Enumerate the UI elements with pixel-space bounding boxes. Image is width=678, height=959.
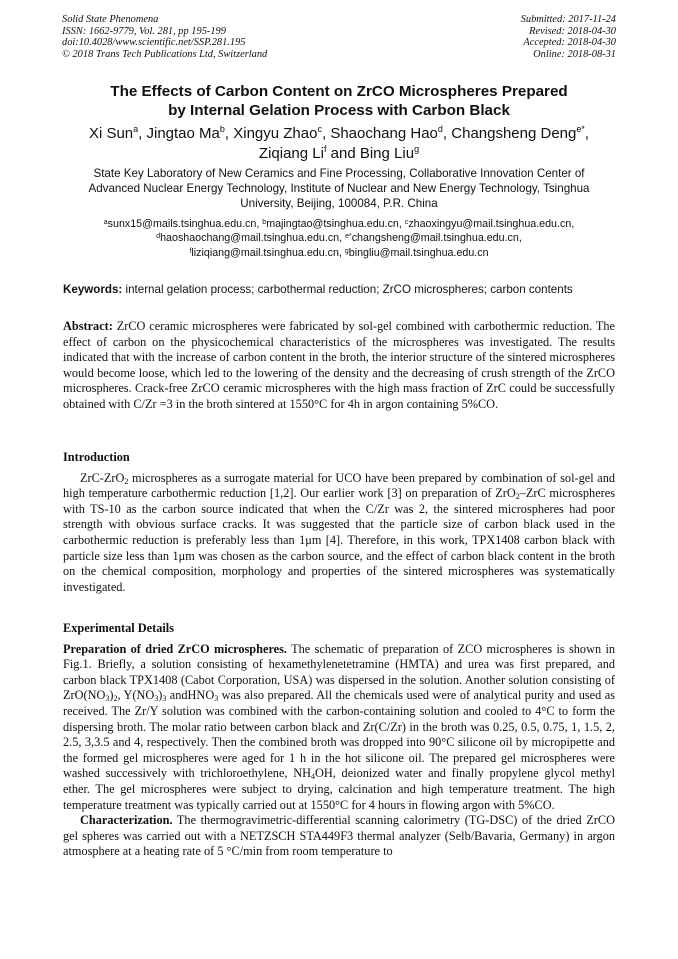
introduction-paragraph: ZrC-ZrO$_2$ microspheres as a surrogate material for UCO have been prepared by combination of sol-gel and high temperature carbothermic reduction [1,2]. Our earlier work [3] on preparation of ZrO$_2$–ZrC microspheres with TS-10 as the carbon source indicated that when the C/Zr was 2, the sintered microspheres had poor strength with obvious surface cracks. It was suggested that the particle size of carbon black used in the carbothermic reduction is preferably less than 1μm [4]. Therefore, in this work, TPX1408 carbon black with particle size less than 1μm was chosen as the carbon source, and the effect of carbon black content in the broth on the chemical composition, morphology and properties of the sintered microspheres was systematically investigated. [63, 470, 615, 594]
email-link[interactable]: sunx15@mails.tsinghua.edu.cn [107, 218, 257, 230]
journal-info [62, 14, 267, 60]
email-link[interactable]: majingtao@tsinghua.edu.cn [266, 218, 399, 230]
author-affil-marker: f [323, 143, 327, 154]
affiliation [60, 166, 618, 212]
abstract-label: Abstract: [63, 319, 113, 333]
author-name: Bing Liu [359, 144, 415, 162]
author-list [40, 124, 638, 163]
keywords [63, 282, 615, 297]
author-affil-marker: a [133, 124, 139, 134]
keywords-text: internal gelation process; carbothermal reduction; ZrCO microspheres; carbon contents [122, 283, 573, 296]
email-link[interactable]: haoshaochang@mail.tsinghua.edu.cn [160, 232, 340, 245]
author-affil-marker: e* [576, 124, 585, 134]
subsection-heading: Preparation of dried ZrCO microspheres. [63, 641, 288, 656]
submitted-date: Submitted: 2017-11-24 [520, 14, 616, 25]
email-separator: , [338, 246, 345, 259]
email-separator: , [398, 218, 405, 230]
email-link[interactable]: zhaoxingyu@mail.tsinghua.edu.cn, [408, 218, 575, 230]
affiliation-line: University, Beijing, 100084, P.R. China [240, 197, 438, 211]
publication-dates [521, 14, 616, 60]
author-name: Changsheng Deng [451, 125, 577, 142]
email-link[interactable]: bingliu@mail.tsinghua.edu.cn [348, 246, 489, 259]
author-separator: , [442, 125, 452, 142]
author-name: Jingtao Ma [146, 125, 220, 142]
title-line-2: by Internal Gelation Process with Carbon Black [168, 102, 510, 119]
email-marker: f [189, 247, 192, 255]
email-marker: g [344, 247, 349, 255]
affiliation-line: Advanced Nuclear Energy Technology, Institute of Nuclear and New Energy Technology, Tsinghua [88, 182, 590, 196]
revised-date: Revised: 2018-04-30 [529, 25, 616, 37]
accepted-date: Accepted: 2018-04-30 [523, 37, 616, 49]
copyright: © 2018 Trans Tech Publications Ltd, Switzerland [62, 48, 268, 60]
email-link[interactable]: liziqiang@mail.tsinghua.edu.cn [191, 246, 339, 259]
subsection-heading: Characterization. [80, 813, 173, 828]
affiliation-line: State Key Laboratory of New Ceramics and Fine Processing, Collaborative Innovation Center of [93, 167, 585, 180]
preparation-paragraph: Preparation of dried ZrCO microspheres. The schematic of preparation of ZCO microspheres is shown in Fig.1. Briefly, a solution consisting of hexamethylenetetramine (HMTA) and urea was first prepared, and carbon black TPX1408 (Cabot Corporation, USA) was dispersed in the solution. Another solution consisting of $ZrO(NO_3)_2$, $Y(NO_3)_3$ andHNO$_3$ was also prepared. All the chemicals used were of analytical purity and used as received. The Zr/Y solution was combined with the carbon-containing solution and cooled to 4°C to form the dispersing broth. The molar ratio between carbon black and Zr(C/Zr) in the broth was 0.25, 0.5, 0.75, 1, 1.5, 2, 2.5, 3,3.5 and 4, respectively. Then the combined broth was dropped into 90°C silicone oil by micropipette and the formed gel microspheres were aged for 1 h in the hot silicone oil. The prepared gel microspheres were washed successively with trichloroethylene, $NH_4OH$, deionized water and finally propylene glycol methyl ether. The gel microspheres were subject to drying, calcination and high temperature treatment. The high temperature treatment was typically carried out at 1550°C for 4 hours in flowing argon with 5%CO. [63, 641, 616, 812]
online-date: Online: 2018-08-31 [533, 48, 616, 60]
author-name: Xi Sun [88, 125, 134, 142]
email-link[interactable]: changsheng@mail.tsinghua.edu.cn, [351, 232, 522, 245]
author-affil-marker: b [219, 124, 225, 134]
keywords-label: Keywords: [63, 283, 123, 296]
section-heading: Experimental Details [63, 621, 174, 635]
email-marker: c [404, 219, 409, 226]
paper-title [40, 82, 638, 120]
author-emails [40, 217, 638, 260]
author-name: Ziqiang Li [258, 144, 324, 162]
journal-name: Solid State Phenomena [62, 14, 159, 25]
introduction-section [63, 450, 615, 595]
characterization-paragraph: Characterization. The thermogravimetric-differential scanning calorimetry (TG-DSC) of the dried ZrCO gel spheres was carried out with a NETZSCH STA449F3 thermal analyzer (Selb/Bavaria, Germany) in argon atmosphere at a heating rate of 5 °C/min from room temperature to [63, 813, 615, 859]
author-affil-marker: d [437, 124, 443, 134]
email-marker: b [262, 219, 267, 226]
author-affil-marker: g [414, 143, 420, 154]
author-separator: , [224, 125, 234, 142]
issn: ISSN: 1662-9779, Vol. 281, pp 195-199 [62, 25, 226, 37]
author-name: Xingyu Zhao [233, 125, 318, 142]
author-separator: , [138, 125, 147, 142]
section-heading: Introduction [63, 450, 130, 464]
email-marker: d [156, 233, 161, 241]
author-separator: , [584, 125, 590, 142]
email-separator: , [256, 218, 263, 230]
email-separator: , [339, 232, 346, 245]
email-marker: e* [345, 233, 352, 241]
abstract-text: ZrCO ceramic microspheres were fabricated by sol-gel combined with carbothermic reduction. The effect of carbon on the physicochemical characteristics of the microspheres was investigated. The results indicated that with the increase of carbon content in the broth, the interior structure of the sintered microspheres would become loose, which led to the lowering of the density and the decreasing of crush strength of the ZrCO microspheres. Crack-free ZrCO ceramic microspheres with the high mass fraction of ZrC could be successfully obtained with C/Zr =3 in the broth sintered at 1550°C for 4h in argon containing 5%CO. [63, 319, 615, 411]
title-line-1: The Effects of Carbon Content on ZrCO Microspheres Prepared [110, 83, 568, 100]
author-separator: , [321, 125, 331, 142]
doi: doi:10.4028/www.scientific.net/SSP.281.195 [62, 37, 246, 49]
author-affil-marker: c [317, 124, 322, 134]
experimental-section [63, 621, 615, 860]
author-name: Shaochang Hao [330, 125, 438, 142]
email-marker: a [103, 219, 108, 226]
author-separator: and [326, 144, 360, 162]
abstract [63, 319, 615, 413]
